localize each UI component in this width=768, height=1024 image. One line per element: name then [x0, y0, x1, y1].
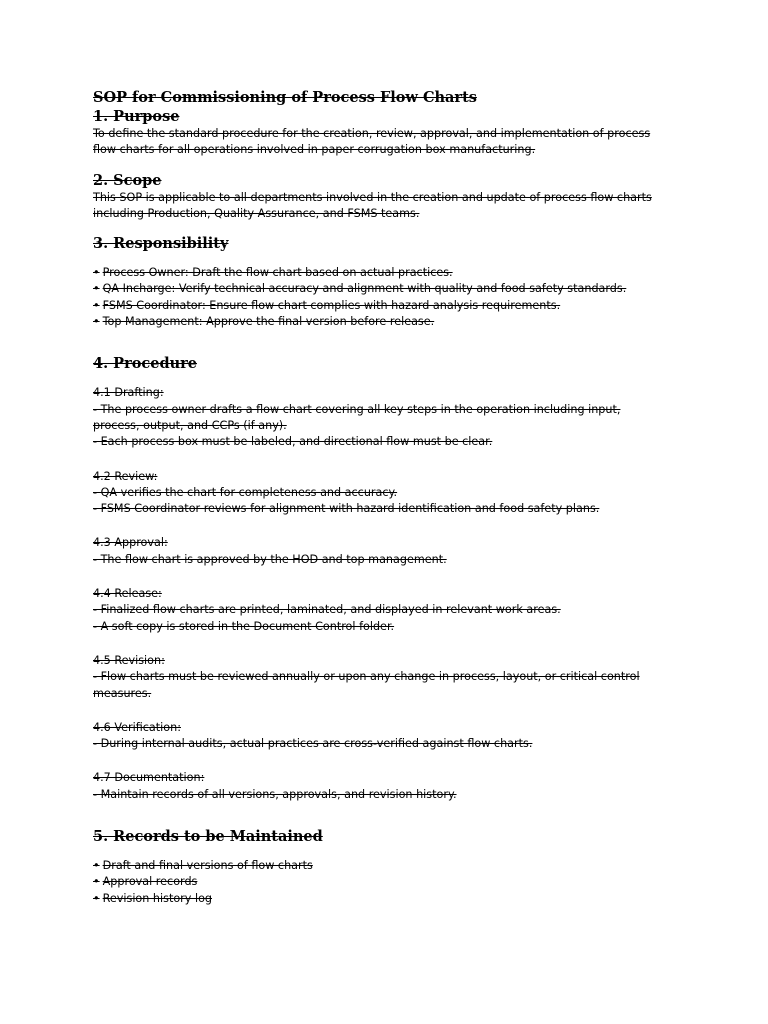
bullet-icon: •: [93, 875, 100, 889]
step-line: process, output, and CCPs (if any).: [93, 418, 287, 432]
bullet-icon: •: [93, 282, 100, 296]
section-heading-purpose: 1. Purpose: [93, 108, 180, 125]
procedure-step-verification: [93, 720, 683, 753]
list-item: • Top Management: Approve the final version before release.: [93, 315, 435, 329]
step-line: - Maintain records of all versions, approvals, and revision history.: [93, 787, 457, 801]
list-item: • Approval records: [93, 875, 198, 889]
list-item: • QA Incharge: Verify technical accuracy and alignment with quality and food safety standards.: [93, 282, 627, 296]
section-heading-procedure: 4. Procedure: [93, 355, 197, 373]
step-title: 4.7 Documentation:: [93, 771, 205, 785]
procedure-step-release: [93, 586, 683, 635]
step-line: measures.: [93, 686, 152, 700]
list-item: • FSMS Coordinator: Ensure flow chart complies with hazard analysis requirements.: [93, 298, 561, 312]
step-title: 4.5 Revision:: [93, 653, 165, 667]
section-heading-scope: 2. Scope: [93, 171, 162, 189]
procedure-step-revision: [93, 653, 683, 702]
procedure-step-documentation: [93, 770, 683, 803]
step-title: 4.4 Release:: [93, 587, 162, 601]
scope-text: [93, 190, 683, 223]
responsibility-list: [93, 265, 683, 330]
records-list: [93, 858, 683, 907]
step-title: 4.6 Verification:: [93, 720, 181, 734]
procedure-step-drafting: [93, 385, 683, 450]
step-line: - The process owner drafts a flow chart covering all key steps in the operation including input,: [93, 402, 621, 416]
step-title: 4.2 Review:: [93, 469, 158, 483]
bullet-icon: •: [93, 266, 100, 280]
step-line: - During internal audits, actual practices are cross-verified against flow charts.: [93, 737, 533, 751]
bullet-icon: •: [93, 315, 100, 329]
procedure-step-review: [93, 469, 683, 518]
step-line: - Each process box must be labeled, and directional flow must be clear.: [93, 435, 493, 449]
list-item: • Draft and final versions of flow charts: [93, 859, 313, 873]
section-heading-records: 5. Records to be Maintained: [93, 828, 323, 846]
section-heading-responsibility: 3. Responsibility: [93, 235, 229, 253]
procedure-step-approval: [93, 535, 683, 568]
step-title: 4.3 Approval:: [93, 536, 168, 550]
document-title: SOP for Commissioning of Process Flow Charts: [93, 89, 477, 106]
step-line: - QA verifies the chart for completeness and accuracy.: [93, 485, 398, 499]
purpose-line: To define the standard procedure for the creation, review, approval, and implementation of process: [93, 127, 651, 140]
purpose-text: [93, 126, 683, 159]
bullet-icon: •: [93, 891, 100, 905]
scope-line: including Production, Quality Assurance, and FSMS teams.: [93, 206, 420, 220]
step-line: - Finalized flow charts are printed, laminated, and displayed in relevant work areas.: [93, 603, 561, 617]
purpose-line: flow charts for all operations involved in paper corrugation box manufacturing.: [93, 143, 536, 157]
scope-line: This SOP is applicable to all departments involved in the creation and update of process flow charts: [93, 190, 652, 204]
document-page: [93, 88, 683, 907]
step-line: - A soft copy is stored in the Document Control folder.: [93, 619, 395, 633]
step-title: 4.1 Drafting:: [93, 386, 164, 400]
list-item: • Process Owner: Draft the flow chart based on actual practices.: [93, 266, 453, 280]
step-line: - FSMS Coordinator reviews for alignment with hazard identification and food safety plans.: [93, 502, 600, 516]
step-line: - The flow chart is approved by the HOD and top management.: [93, 552, 447, 566]
step-line: - Flow charts must be reviewed annually or upon any change in process, layout, or critical control: [93, 670, 640, 684]
list-item: • Revision history log: [93, 891, 213, 905]
bullet-icon: •: [93, 298, 100, 312]
bullet-icon: •: [93, 859, 100, 873]
